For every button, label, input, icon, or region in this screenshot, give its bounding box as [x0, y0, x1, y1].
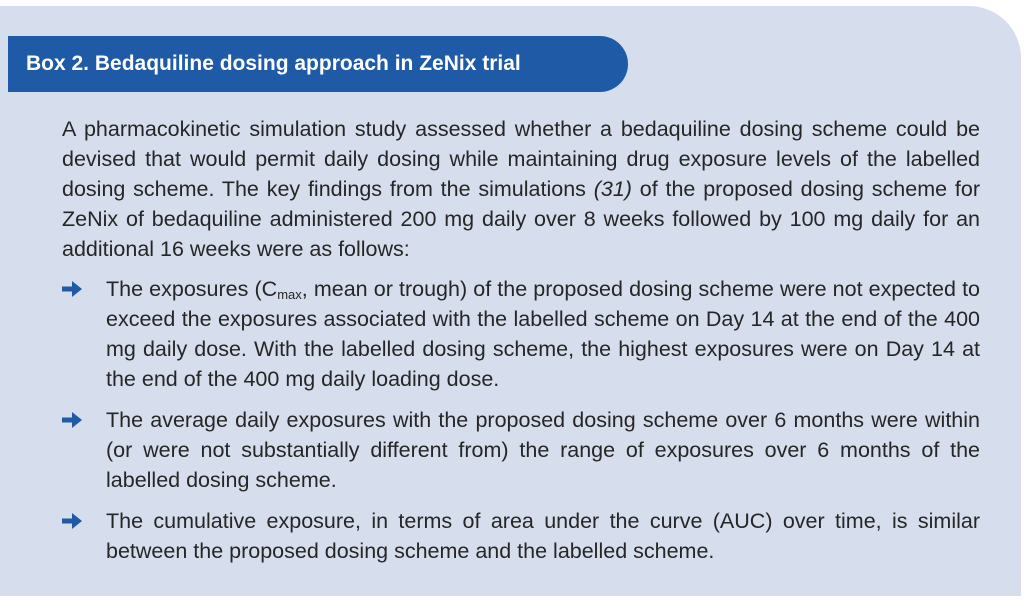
list-item — [62, 274, 980, 394]
list-item-text-start: The exposures (C — [106, 277, 278, 301]
list-item-text-end: , mean or trough) of the proposed dosing scheme were not expected to exceed the exposures associated with the labelled scheme on Day 14 at the end of the 400 mg daily dose. With the labelled dosing scheme, the highest exposures were on Day 14 at the end of the 400 mg daily loading dose. — [106, 277, 980, 391]
list-item — [62, 405, 980, 495]
arrow-right-icon — [62, 513, 82, 529]
box-title: Box 2. Bedaquiline dosing approach in ZeNix trial — [26, 52, 521, 75]
box-content — [62, 114, 980, 577]
info-box — [0, 6, 1021, 596]
box-title-banner — [8, 36, 628, 92]
list-item-text: The cumulative exposure, in terms of area under the curve (AUC) over time, is similar between the proposed dosing scheme and the labelled scheme. — [106, 509, 980, 563]
findings-list — [62, 274, 980, 566]
list-item — [62, 506, 980, 566]
list-item-text — [106, 277, 980, 391]
intro-paragraph — [62, 114, 980, 264]
list-item-text: The average daily exposures with the proposed dosing scheme over 6 months were within (or were not substantially different from) the range of exposures over 6 months of the labelled dosing scheme. — [106, 408, 980, 492]
reference-citation: (31) — [593, 177, 632, 201]
cmax-subscript: max — [277, 287, 302, 302]
intro-text-end: of the proposed dosing scheme for ZeNix of bedaquiline administered 200 mg daily over 8 weeks followed by 100 mg daily for an additional 16 weeks were as follows: — [62, 177, 980, 261]
arrow-right-icon — [62, 281, 82, 297]
intro-text-start: A pharmacokinetic simulation study assessed whether a bedaquiline dosing scheme could be devised that would permit daily dosing while maintaining drug exposure levels of the labelled dosing scheme. The key findings from the simulations — [62, 117, 980, 201]
arrow-right-icon — [62, 412, 82, 428]
